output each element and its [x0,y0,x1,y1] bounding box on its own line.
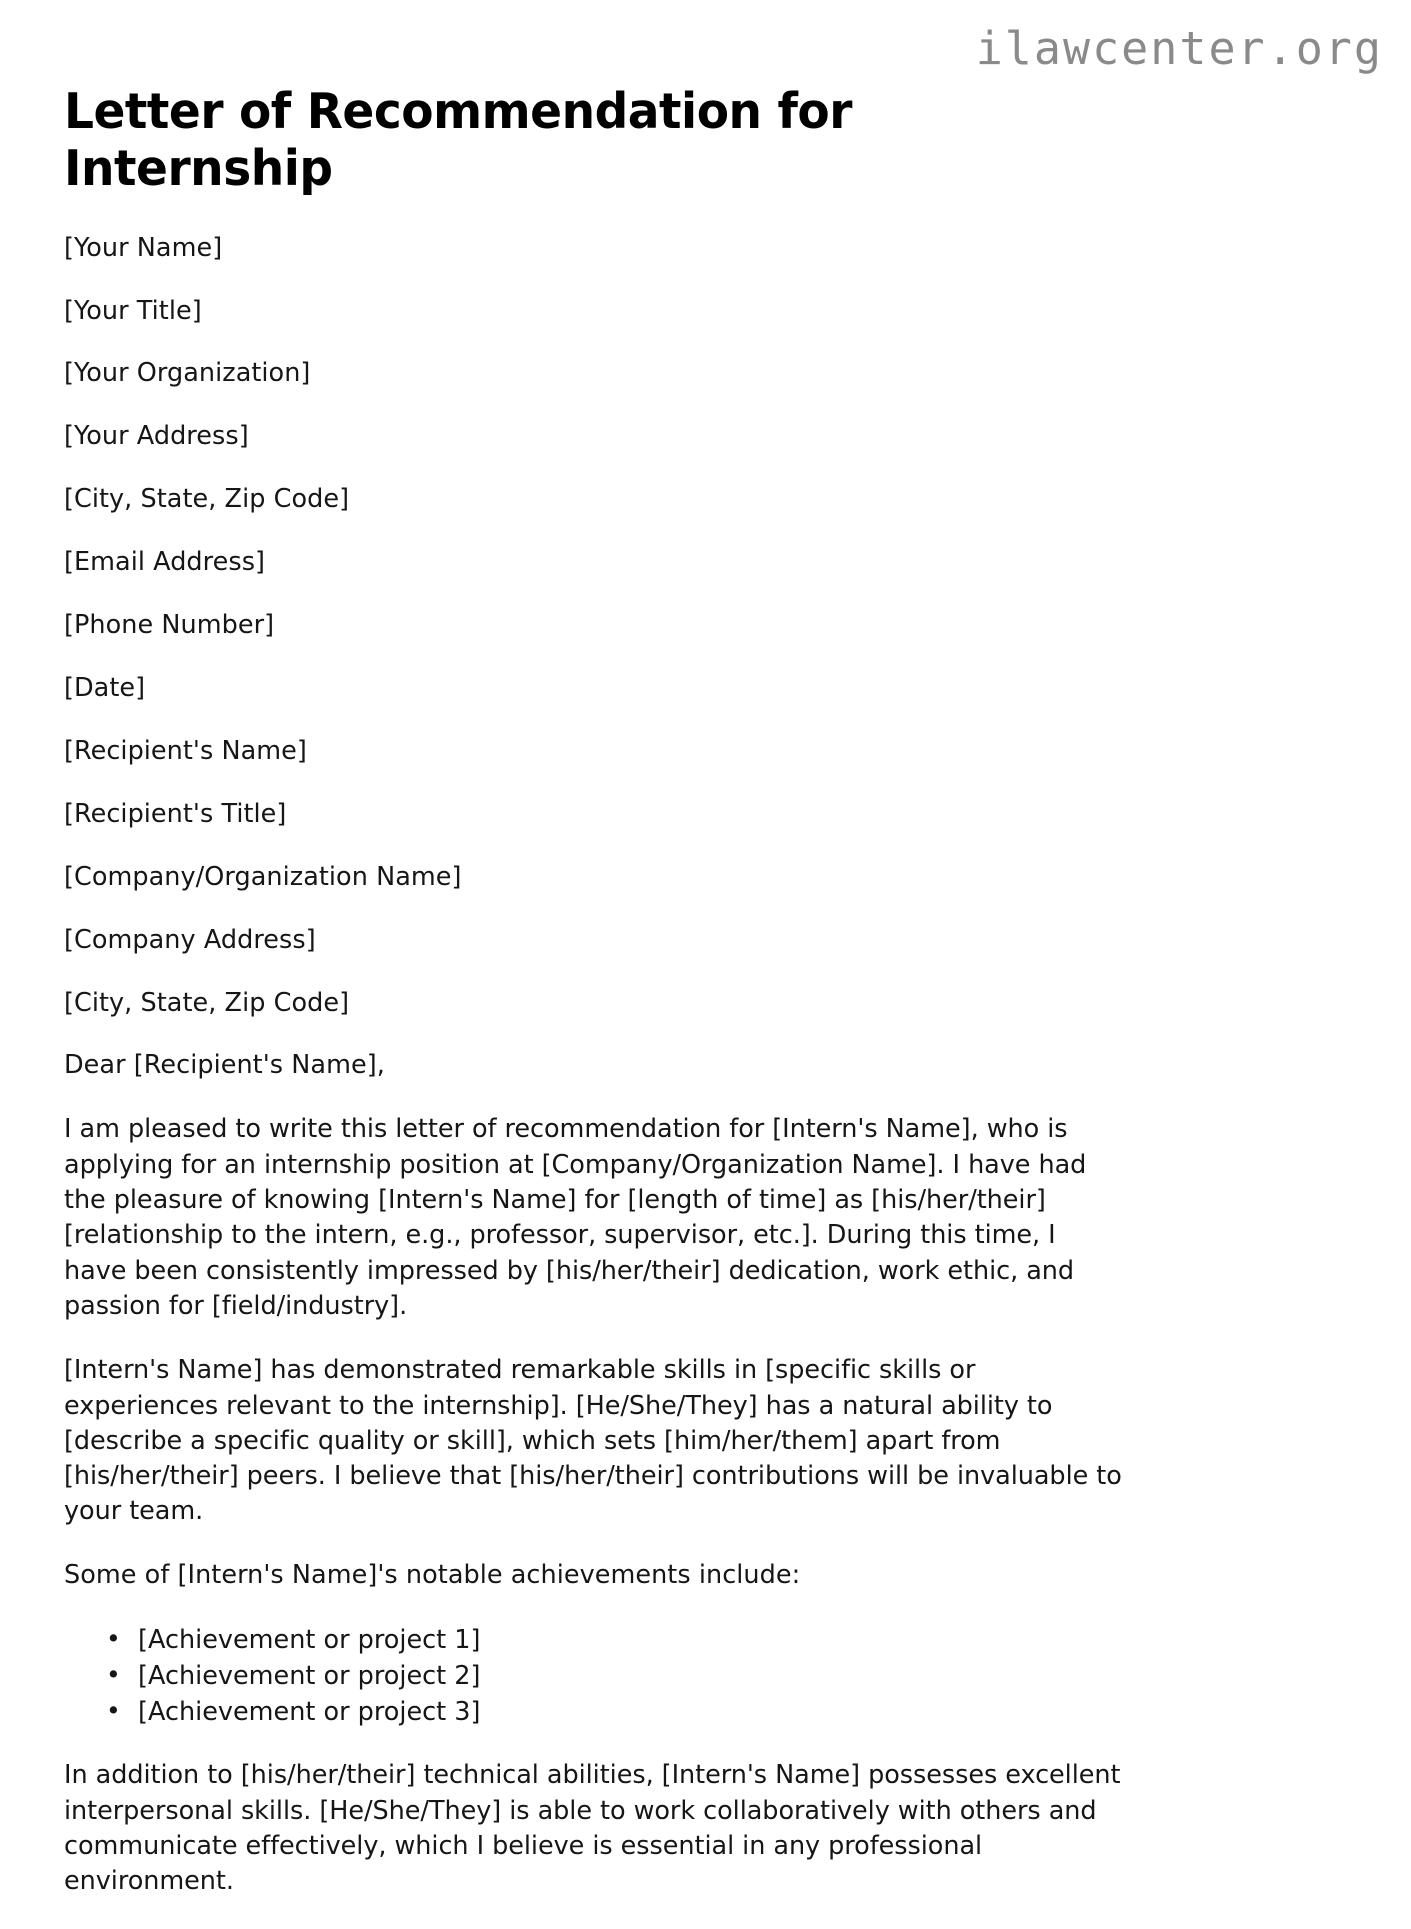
sender-email: [Email Address] [64,547,266,578]
document-body [64,84,1184,1929]
sender-address: [Your Address] [64,421,249,452]
achievements-intro: Some of [Intern's Name]'s notable achievements include: [64,1559,801,1590]
recipient-city-state-zip: [City, State, Zip Code] [64,987,350,1018]
body-paragraph-2: [Intern's Name] has demonstrated remarkable skills in [specific skills or experiences relevant to the internship]. [He/She/They] has a natural ability to [describe a specific quality or skill], which sets [him/her/them] apart from [his/her/their] peers. I believe that [his/her/their] contributions will be invaluable to your team. [64,1355,1122,1527]
sender-title: [Your Title] [64,295,202,326]
list-item: • [Achievement or project 2] [138,1658,1184,1694]
site-watermark: ilawcenter.org [975,22,1383,75]
list-item: • [Achievement or project 1] [138,1622,1184,1658]
body-paragraph-3: In addition to [his/her/their] technical abilities, [Intern's Name] possesses excellent interpersonal skills. [He/She/They] is able to work collaboratively with others and communicate effectively, which I believe is essential in any professional environment. [64,1760,1121,1897]
achievements-list [64,1622,1184,1731]
recipient-address: [Company Address] [64,924,316,955]
sender-phone: [Phone Number] [64,610,275,641]
page-title: Letter of Recommendation for Internship [64,83,852,197]
body-paragraph-1: I am pleased to write this letter of recommendation for [Intern's Name], who is applying for an internship position at [Company/Organization Name]. I have had the pleasure of knowing [Intern's Name] for [length of time] as [his/her/their] [relationship to the intern, e.g., professor, supervisor, etc.]. During this time, I have been consistently impressed by [his/her/their] dedication, work ethic, and passion for [field/industry]. [64,1114,1087,1321]
salutation: Dear [Recipient's Name], [64,1050,385,1081]
recipient-company: [Company/Organization Name] [64,861,462,892]
sender-name: [Your Name] [64,232,223,263]
letter-date: [Date] [64,673,146,703]
sender-organization: [Your Organization] [64,358,311,389]
recipient-name: [Recipient's Name] [64,735,307,766]
sender-city-state-zip: [City, State, Zip Code] [64,484,350,515]
recipient-title: [Recipient's Title] [64,798,287,829]
list-item: • [Achievement or project 3] [138,1694,1184,1730]
